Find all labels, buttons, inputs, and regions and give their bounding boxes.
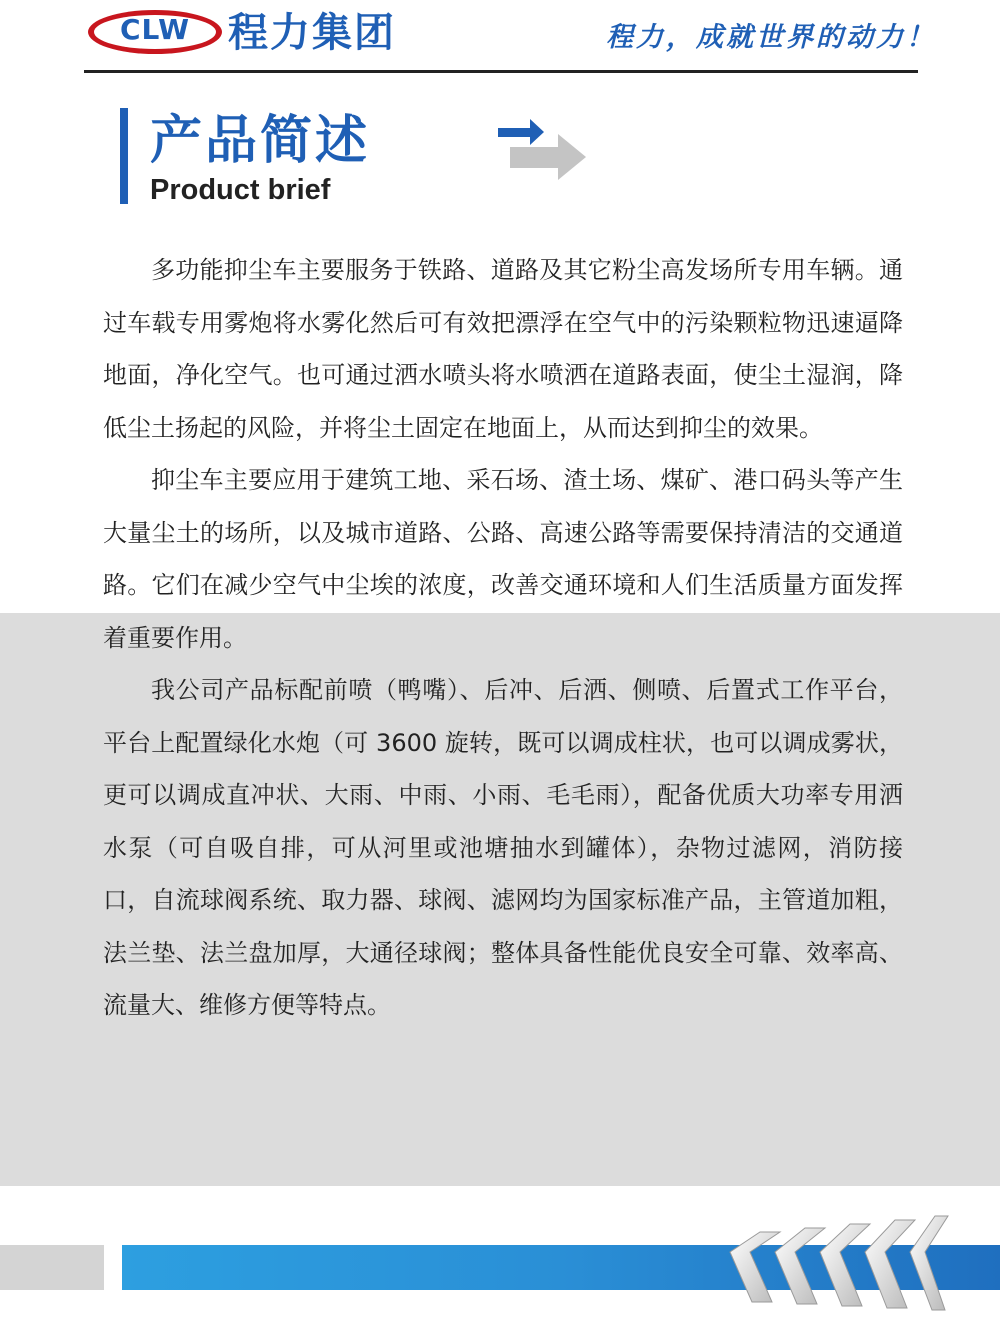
logo-company-name: 程力集团 bbox=[228, 10, 396, 56]
heading-accent-bar bbox=[120, 108, 128, 204]
paragraph-1: 多功能抑尘车主要服务于铁路、道路及其它粉尘高发场所专用车辆。通过车载专用雾炮将水雾化然后可有效把漂浮在空气中的污染颗粒物迅速逼降地面，净化空气。也可通过洒水喷头将水喷洒在道路表面，使尘土湿润，降低尘土扬起的风险，并将尘土固定在地面上，从而达到抑尘的效果。 bbox=[103, 256, 903, 442]
footer-grey-block bbox=[0, 1245, 104, 1290]
double-right-arrow-icon bbox=[496, 110, 592, 184]
section-title-english: Product brief bbox=[150, 174, 331, 206]
company-logo[interactable] bbox=[88, 8, 458, 58]
header-divider bbox=[84, 70, 918, 73]
product-description bbox=[103, 244, 903, 1032]
logo-letters: CLW bbox=[119, 13, 191, 46]
section-title-chinese: 产品简述 bbox=[150, 111, 371, 171]
chevron-stack-icon bbox=[720, 1212, 950, 1312]
paragraph-2: 抑尘车主要应用于建筑工地、采石场、渣土场、煤矿、港口码头等产生大量尘土的场所，以及城市道路、公路、高速公路等需要保持清洁的交通道路。它们在减少空气中尘埃的浓度，改善交通环境和人们生活质量方面发挥着重要作用。 bbox=[103, 466, 903, 652]
company-slogan: 程力，成就世界的动力！ bbox=[606, 22, 936, 53]
paragraph-3: 我公司产品标配前喷（鸭嘴）、后冲、后洒、侧喷、后置式工作平台，平台上配置绿化水炮（可 3600 旋转，既可以调成柱状，也可以调成雾状，更可以调成直冲状、大雨、中雨、小雨、毛毛雨），配备优质大功率专用洒水泵（可自吸自排，可从河里或池塘抽水到罐体），杂物过滤网，消防接口，自流球阀系统、取力器、球阀、滤网均为国家标准产品，主管道加粗，法兰垫、法兰盘加厚，大通径球阀；整体具备性能优良安全可靠、效率高、流量大、维修方便等特点。 bbox=[103, 676, 903, 1019]
